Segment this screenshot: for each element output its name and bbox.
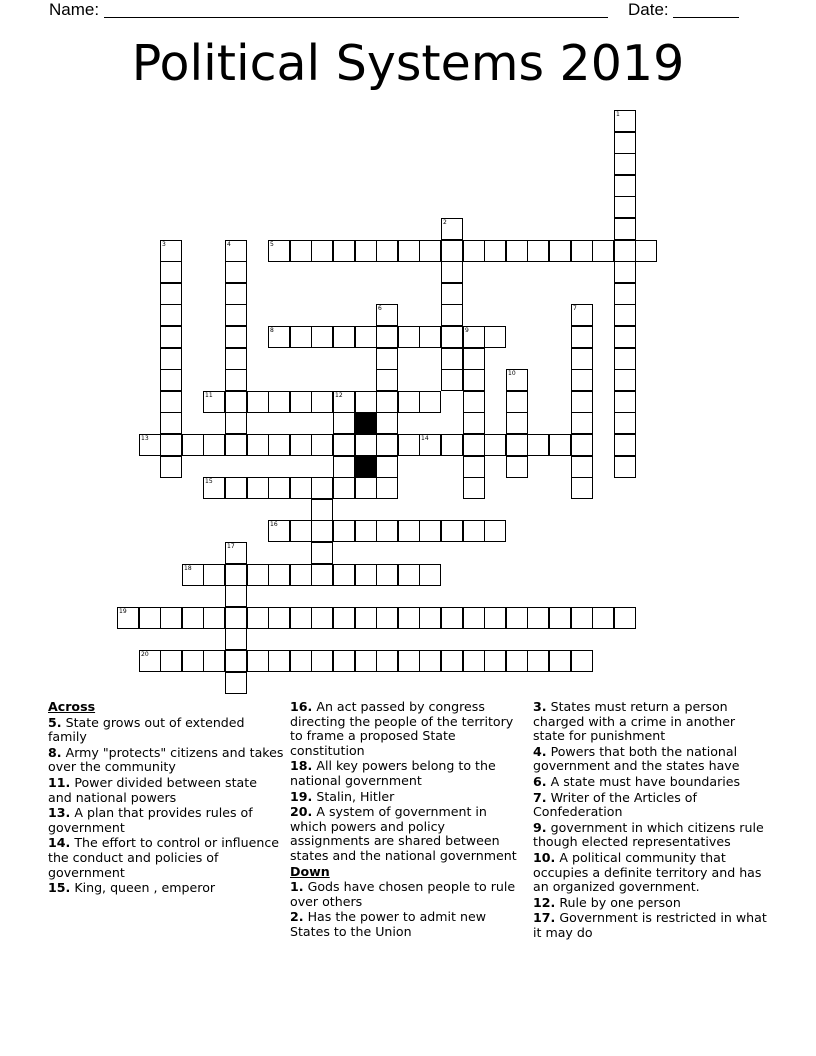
crossword-cell[interactable] [333, 412, 355, 434]
crossword-cell[interactable] [376, 391, 398, 413]
crossword-cell[interactable] [441, 348, 463, 370]
crossword-cell[interactable] [571, 369, 593, 391]
clue-down-6: 6. A state must have boundaries [533, 773, 741, 789]
crossword-cell[interactable] [441, 607, 463, 629]
crossword-cell[interactable] [571, 650, 593, 672]
crossword-cell[interactable] [160, 348, 182, 370]
crossword-cell[interactable] [398, 650, 420, 672]
crossword-cell[interactable] [160, 283, 182, 305]
crossword-cell[interactable] [139, 650, 161, 672]
crossword-cell[interactable] [376, 564, 398, 586]
clue-across-15: 15. King, queen , emperor [48, 880, 216, 896]
crossword-cell[interactable] [506, 369, 528, 391]
crossword-cell[interactable] [333, 607, 355, 629]
crossword-cell[interactable] [614, 304, 636, 326]
crossword-cell[interactable] [463, 348, 485, 370]
crossword-cell[interactable] [571, 434, 593, 456]
crossword-cell[interactable] [225, 326, 247, 348]
crossword-cell[interactable] [311, 499, 333, 521]
crossword-cell[interactable] [441, 434, 463, 456]
clue-across-11: 11. Power divided between state and national powers [48, 774, 257, 805]
crossword-cell[interactable] [160, 304, 182, 326]
crossword-cell[interactable] [484, 520, 506, 542]
clue-down-2: 2. Has the power to admit new States to the Union [290, 909, 487, 939]
clue-down-12: 12. Rule by one person [533, 894, 681, 910]
crossword-cell[interactable] [311, 477, 333, 499]
crossword-cell[interactable] [376, 304, 398, 326]
crossword-cell[interactable] [311, 520, 333, 542]
crossword-cell[interactable] [311, 542, 333, 564]
crossword-cell[interactable] [333, 650, 355, 672]
crossword-cell[interactable] [527, 650, 549, 672]
crossword-cell[interactable] [571, 326, 593, 348]
crossword-cell[interactable] [355, 607, 377, 629]
crossword-cell[interactable] [203, 477, 225, 499]
crossword-cell[interactable] [311, 326, 333, 348]
crossword-cell[interactable] [376, 369, 398, 391]
crossword-cell[interactable] [419, 240, 441, 262]
crossword-cell[interactable] [355, 520, 377, 542]
crossword-cell[interactable] [571, 477, 593, 499]
crossword-cell[interactable] [203, 564, 225, 586]
crossword-cell[interactable] [484, 326, 506, 348]
crossword-cell[interactable] [139, 607, 161, 629]
crossword-cell[interactable] [571, 456, 593, 478]
crossword-cell[interactable] [441, 240, 463, 262]
crossword-cell[interactable] [419, 607, 441, 629]
crossword-cell[interactable] [268, 564, 290, 586]
crossword-cell[interactable] [333, 240, 355, 262]
crossword-cell[interactable] [419, 564, 441, 586]
crossword-cell[interactable] [527, 607, 549, 629]
clue-across-14: 14. The effort to control or influence the conduct and policies of government [48, 835, 279, 880]
crossword-cell[interactable] [614, 456, 636, 478]
crossword-cell[interactable] [484, 434, 506, 456]
clue-down-3: 3. States must return a person charged with a crime in another state for punishment [533, 699, 736, 744]
crossword-cell[interactable] [398, 520, 420, 542]
crossword-cell[interactable] [311, 434, 333, 456]
crossword-cell[interactable] [419, 650, 441, 672]
crossword-cell[interactable] [506, 240, 528, 262]
cell-number: 14 [421, 435, 429, 442]
clues-column-3 [533, 700, 769, 942]
crossword-cell[interactable] [506, 456, 528, 478]
crossword-cell[interactable] [614, 132, 636, 154]
crossword-cell[interactable] [592, 607, 614, 629]
crossword-cell[interactable] [225, 391, 247, 413]
crossword-cell[interactable] [290, 520, 312, 542]
crossword-cell[interactable] [527, 434, 549, 456]
page-title: Political Systems 2019 [131, 35, 685, 92]
crossword-cell[interactable] [247, 391, 269, 413]
crossword-cell[interactable] [463, 607, 485, 629]
crossword-cell[interactable] [160, 607, 182, 629]
crossword-cell[interactable] [203, 650, 225, 672]
crossword-cell[interactable] [290, 650, 312, 672]
crossword-cell[interactable] [419, 391, 441, 413]
crossword-cell[interactable] [614, 240, 636, 262]
crossword-cell[interactable] [441, 650, 463, 672]
clue-down-17: 17. Government is restricted in what it may do [533, 910, 767, 940]
crossword-cell[interactable] [527, 240, 549, 262]
crossword-cell[interactable] [290, 326, 312, 348]
crossword-cell[interactable] [506, 391, 528, 413]
crossword-cell[interactable] [419, 326, 441, 348]
clue-across-8: 8. Army "protects" citizens and takes over the community [48, 744, 284, 775]
crossword-cell[interactable] [571, 391, 593, 413]
crossword-cell[interactable] [311, 607, 333, 629]
crossword-cell[interactable] [376, 456, 398, 478]
crossword-cell[interactable] [614, 348, 636, 370]
crossword-cell[interactable] [160, 369, 182, 391]
crossword-cell[interactable] [225, 434, 247, 456]
crossword-cell[interactable] [398, 240, 420, 262]
crossword-cell[interactable] [484, 240, 506, 262]
crossword-cell[interactable] [376, 434, 398, 456]
crossword-cell[interactable] [419, 434, 441, 456]
crossword-cell[interactable] [376, 326, 398, 348]
crossword-cell[interactable] [225, 283, 247, 305]
cell-number: 3 [162, 241, 166, 248]
cell-number: 11 [205, 392, 213, 399]
cell-number: 8 [270, 327, 274, 334]
cell-number: 1 [616, 111, 620, 118]
crossword-cell[interactable] [225, 412, 247, 434]
crossword-cell[interactable] [463, 412, 485, 434]
crossword-cell[interactable] [333, 520, 355, 542]
crossword-cell[interactable] [463, 391, 485, 413]
crossword-cell[interactable] [549, 650, 571, 672]
crossword-black-cell [355, 412, 377, 434]
cell-number: 7 [573, 305, 577, 312]
crossword-cell[interactable] [376, 650, 398, 672]
crossword-cell[interactable] [398, 564, 420, 586]
crossword-cell[interactable] [268, 607, 290, 629]
crossword-cell[interactable] [463, 369, 485, 391]
crossword-cell[interactable] [311, 391, 333, 413]
crossword-cell[interactable] [160, 650, 182, 672]
crossword-cell[interactable] [225, 542, 247, 564]
crossword-cell[interactable] [571, 304, 593, 326]
crossword-cell[interactable] [463, 520, 485, 542]
crossword-black-cell [355, 456, 377, 478]
cell-number: 20 [141, 651, 149, 658]
crossword-cell[interactable] [549, 607, 571, 629]
crossword-cell[interactable] [549, 434, 571, 456]
crossword-cell[interactable] [463, 434, 485, 456]
cell-number: 15 [205, 478, 213, 485]
cell-number: 4 [227, 241, 231, 248]
clue-across-20: 20. A system of government in which powers and policy assignments are shared between states and the national government [290, 804, 517, 863]
crossword-cell[interactable] [571, 412, 593, 434]
crossword-cell[interactable] [182, 434, 204, 456]
crossword-cell[interactable] [160, 240, 182, 262]
crossword-cell[interactable] [355, 477, 377, 499]
clue-down-7: 7. Writer of the Articles of Confederation [533, 789, 697, 820]
crossword-cell[interactable] [376, 477, 398, 499]
crossword-cell[interactable] [355, 564, 377, 586]
clues-column-2 [290, 700, 526, 941]
crossword-cell[interactable] [614, 283, 636, 305]
crossword-cell[interactable] [571, 240, 593, 262]
cell-number: 18 [184, 565, 192, 572]
name-label: Name: [49, 0, 100, 19]
crossword-cell[interactable] [247, 564, 269, 586]
crossword-cell[interactable] [398, 607, 420, 629]
crossword-cell[interactable] [247, 607, 269, 629]
cell-number: 17 [227, 543, 235, 550]
crossword-cell[interactable] [614, 153, 636, 175]
crossword-cell[interactable] [592, 240, 614, 262]
cell-number: 9 [465, 327, 469, 334]
crossword-cell[interactable] [398, 326, 420, 348]
crossword-cell[interactable] [268, 240, 290, 262]
across-heading: Across [48, 699, 96, 714]
crossword-cell[interactable] [268, 434, 290, 456]
crossword-cell[interactable] [398, 391, 420, 413]
crossword-cell[interactable] [463, 650, 485, 672]
cell-number: 2 [443, 219, 447, 226]
crossword-cell[interactable] [290, 477, 312, 499]
clue-down-9: 9. government in which citizens rule though elected representatives [533, 819, 764, 850]
crossword-cell[interactable] [355, 650, 377, 672]
crossword-cell[interactable] [614, 261, 636, 283]
crossword-cell[interactable] [225, 607, 247, 629]
crossword-cell[interactable] [333, 391, 355, 413]
crossword-cell[interactable] [225, 348, 247, 370]
crossword-cell[interactable] [247, 650, 269, 672]
clue-across-16: 16. An act passed by congress directing the people of the territory to frame a proposed State constitution [290, 699, 514, 758]
crossword-cell[interactable] [571, 607, 593, 629]
crossword-cell[interactable] [225, 477, 247, 499]
crossword-cell[interactable] [117, 607, 139, 629]
cell-number: 10 [508, 370, 516, 377]
crossword-cell[interactable] [268, 520, 290, 542]
crossword-cell[interactable] [376, 607, 398, 629]
date-label: Date: [628, 0, 669, 19]
clue-across-18: 18. All key powers belong to the national government [290, 758, 496, 788]
crossword-cell[interactable] [614, 175, 636, 197]
clue-down-10: 10. A political community that occupies a definite territory and has an organized government. [533, 849, 762, 895]
crossword-cell[interactable] [614, 434, 636, 456]
crossword-cell[interactable] [441, 283, 463, 305]
crossword-cell[interactable] [355, 326, 377, 348]
clue-across-5: 5. State grows out of extended family [48, 714, 245, 745]
crossword-cell[interactable] [398, 434, 420, 456]
crossword-cell[interactable] [333, 456, 355, 478]
crossword-cell[interactable] [182, 564, 204, 586]
crossword-cell[interactable] [614, 369, 636, 391]
crossword-cell[interactable] [441, 218, 463, 240]
crossword-cell[interactable] [376, 520, 398, 542]
crossword-cell[interactable] [441, 261, 463, 283]
crossword-cell[interactable] [182, 607, 204, 629]
crossword-cell[interactable] [614, 412, 636, 434]
crossword-cell[interactable] [549, 240, 571, 262]
crossword-cell[interactable] [441, 326, 463, 348]
crossword-cell[interactable] [506, 607, 528, 629]
crossword-cell[interactable] [182, 650, 204, 672]
crossword-cell[interactable] [506, 434, 528, 456]
cell-number: 13 [141, 435, 149, 442]
crossword-cell[interactable] [160, 391, 182, 413]
crossword-cell[interactable] [225, 650, 247, 672]
crossword-cell[interactable] [484, 607, 506, 629]
crossword-cell[interactable] [506, 412, 528, 434]
crossword-cell[interactable] [160, 326, 182, 348]
crossword-cell[interactable] [506, 650, 528, 672]
crossword-cell[interactable] [635, 240, 657, 262]
crossword-cell[interactable] [225, 585, 247, 607]
crossword-cell[interactable] [441, 369, 463, 391]
clues-column-1 [48, 700, 284, 897]
crossword-cell[interactable] [571, 348, 593, 370]
crossword-cell[interactable] [160, 456, 182, 478]
cell-number: 16 [270, 521, 278, 528]
crossword-cell[interactable] [463, 240, 485, 262]
crossword-cell[interactable] [203, 391, 225, 413]
crossword-cell[interactable] [614, 196, 636, 218]
crossword-cell[interactable] [290, 391, 312, 413]
crossword-cell[interactable] [355, 240, 377, 262]
crossword-cell[interactable] [419, 520, 441, 542]
crossword-cell[interactable] [268, 477, 290, 499]
crossword-cell[interactable] [225, 240, 247, 262]
crossword-cell[interactable] [311, 240, 333, 262]
crossword-cell[interactable] [268, 326, 290, 348]
crossword-cell[interactable] [160, 434, 182, 456]
crossword-cell[interactable] [203, 434, 225, 456]
crossword-cell[interactable] [614, 607, 636, 629]
crossword-cell[interactable] [463, 477, 485, 499]
crossword-cell[interactable] [290, 607, 312, 629]
crossword-cell[interactable] [290, 564, 312, 586]
clue-down-1: 1. Gods have chosen people to rule over others [290, 879, 516, 909]
down-heading: Down [290, 863, 330, 879]
crossword-cell[interactable] [376, 348, 398, 370]
cell-number: 19 [119, 608, 127, 615]
crossword-cell[interactable] [333, 477, 355, 499]
crossword-cell[interactable] [614, 326, 636, 348]
crossword-cell[interactable] [311, 650, 333, 672]
crossword-cell[interactable] [614, 110, 636, 132]
crossword-cell[interactable] [441, 304, 463, 326]
crossword-cell[interactable] [160, 412, 182, 434]
crossword-cell[interactable] [203, 607, 225, 629]
clue-across-19: 19. Stalin, Hitler [290, 788, 395, 804]
crossword-cell[interactable] [247, 477, 269, 499]
clue-across-13: 13. A plan that provides rules of government [48, 805, 253, 835]
crossword-cell[interactable] [290, 240, 312, 262]
crossword-cell[interactable] [290, 434, 312, 456]
crossword-cell[interactable] [247, 434, 269, 456]
crossword-cell[interactable] [333, 326, 355, 348]
cell-number: 12 [335, 392, 343, 399]
crossword-cell[interactable] [268, 650, 290, 672]
crossword-cell[interactable] [225, 369, 247, 391]
crossword-cell[interactable] [376, 412, 398, 434]
crossword-cell[interactable] [139, 434, 161, 456]
crossword-cell[interactable] [484, 650, 506, 672]
crossword-cell[interactable] [376, 240, 398, 262]
crossword-cell[interactable] [614, 218, 636, 240]
crossword-cell[interactable] [268, 391, 290, 413]
crossword-cell[interactable] [355, 434, 377, 456]
crossword-cell[interactable] [463, 326, 485, 348]
cell-number: 5 [270, 241, 274, 248]
crossword-cell[interactable] [225, 564, 247, 586]
crossword-cell[interactable] [441, 520, 463, 542]
crossword-cell[interactable] [463, 456, 485, 478]
crossword-cell[interactable] [333, 434, 355, 456]
crossword-cell[interactable] [311, 564, 333, 586]
clue-down-4: 4. Powers that both the national government and the states have [533, 743, 740, 774]
crossword-cell[interactable] [614, 391, 636, 413]
crossword-cell[interactable] [225, 628, 247, 650]
crossword-cell[interactable] [225, 672, 247, 694]
crossword-cell[interactable] [355, 391, 377, 413]
cell-number: 6 [378, 305, 382, 312]
crossword-cell[interactable] [333, 564, 355, 586]
crossword-cell[interactable] [225, 261, 247, 283]
crossword-cell[interactable] [160, 261, 182, 283]
crossword-cell[interactable] [225, 304, 247, 326]
